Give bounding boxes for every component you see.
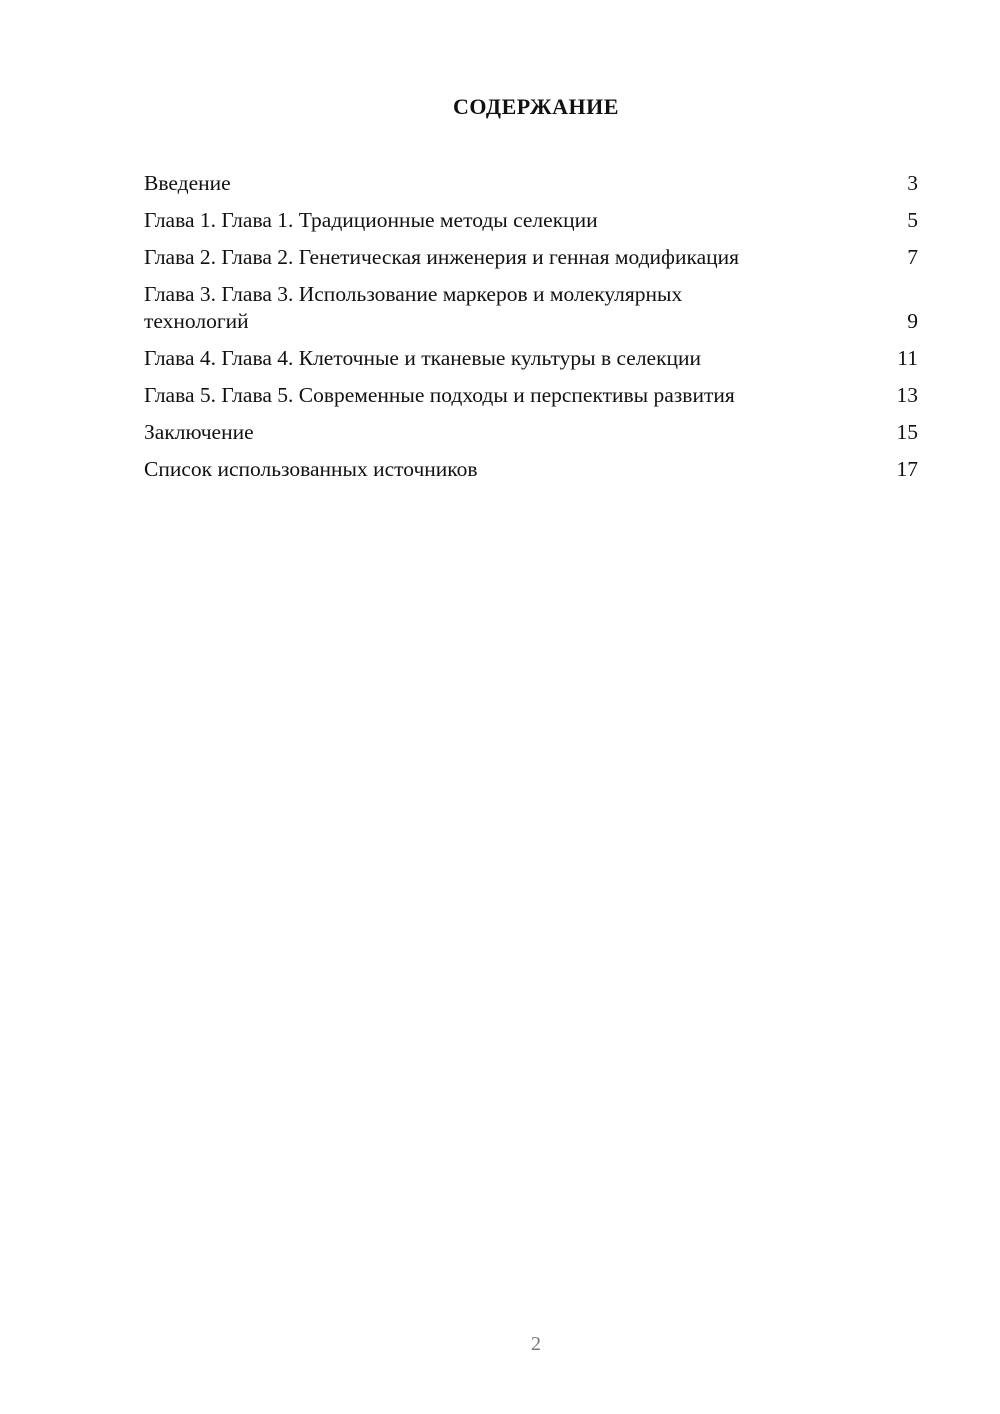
toc-entry-chapter-2: [144, 244, 918, 271]
toc-entry-title: Введение: [144, 171, 231, 195]
toc-entry-page: 13: [896, 383, 918, 407]
toc-entry-page: 9: [907, 309, 918, 333]
toc-entry-page: 15: [896, 420, 918, 444]
toc-entry-page: 11: [897, 346, 918, 370]
toc-entry-chapter-4: [144, 345, 918, 372]
toc-entry-chapter-5: [144, 382, 918, 409]
table-of-contents: [144, 170, 918, 493]
toc-entry-title: Глава 3. Глава 3. Использование маркеров и молекулярных технологий: [144, 282, 683, 333]
toc-entry-references: [144, 456, 918, 483]
toc-entry-conclusion: [144, 419, 918, 446]
toc-entry-page: 5: [907, 208, 918, 232]
toc-entry-title: Заключение: [144, 420, 254, 444]
toc-entry-title: Глава 4. Глава 4. Клеточные и тканевые культуры в селекции: [144, 346, 702, 370]
toc-entry-title: Список использованных источников: [144, 457, 478, 481]
toc-entry-introduction: [144, 170, 918, 197]
page-title: СОДЕРЖАНИЕ: [453, 94, 619, 119]
toc-entry-page: 17: [896, 457, 918, 481]
toc-entry-page: 3: [907, 171, 918, 195]
toc-entry-page: 7: [907, 245, 918, 269]
toc-entry-title: Глава 2. Глава 2. Генетическая инженерия и генная модификация: [144, 245, 740, 269]
toc-entry-title: Глава 1. Глава 1. Традиционные методы селекции: [144, 208, 598, 232]
page-number: 2: [531, 1333, 541, 1355]
toc-entry-chapter-3: [144, 281, 918, 335]
toc-entry-chapter-1: [144, 207, 918, 234]
toc-entry-title: Глава 5. Глава 5. Современные подходы и перспективы развития: [144, 383, 735, 407]
